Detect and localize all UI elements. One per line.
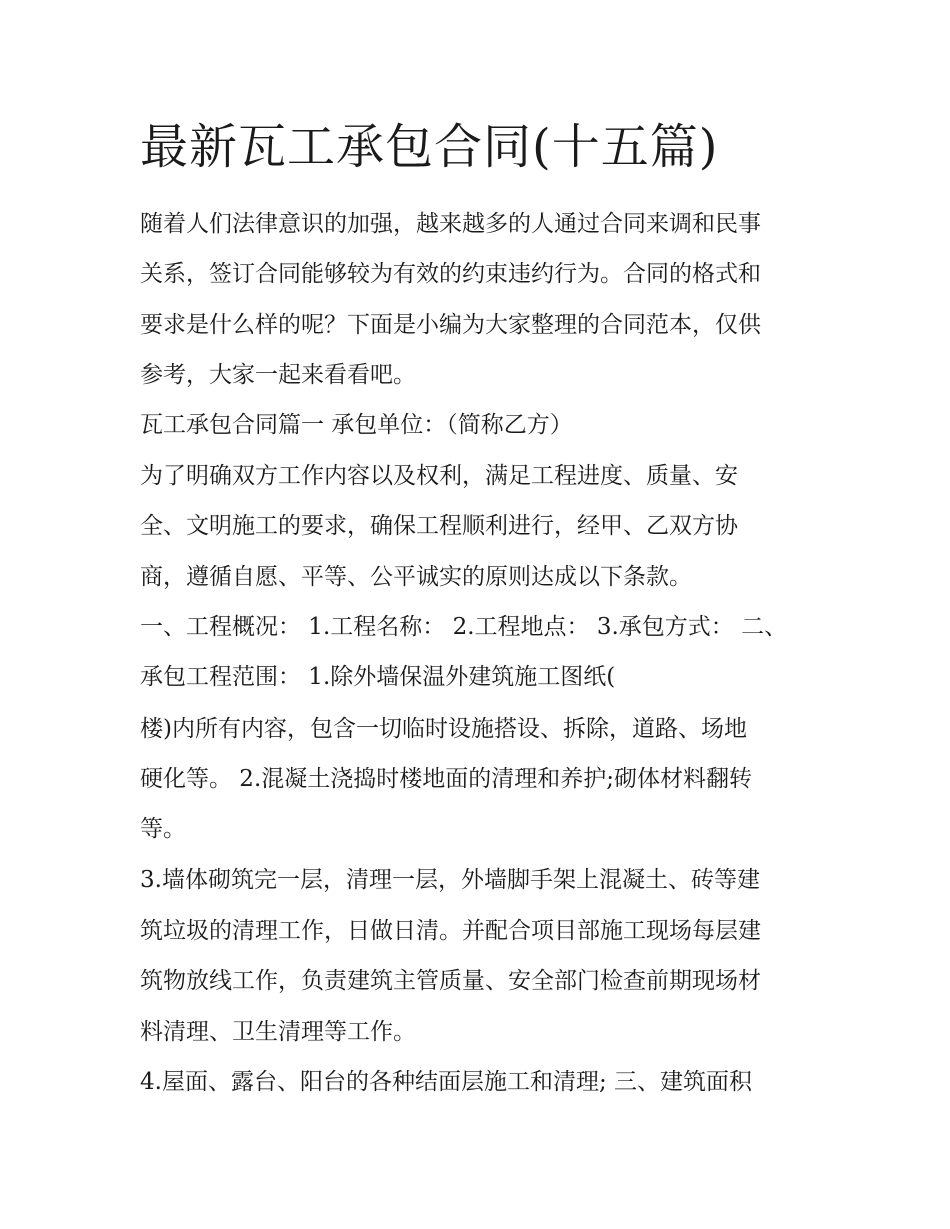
paragraph-line: 料清理、卫生清理等工作。 <box>140 1019 416 1045</box>
paragraph-line: 一、工程概况： 1.工程名称： 2.工程地点： 3.承包方式： 二、 <box>140 614 788 640</box>
paragraph-line: 承包工程范围： 1.除外墙保温外建筑施工图纸( <box>140 664 616 690</box>
paragraph-line: 随着人们法律意识的加强，越来越多的人通过合同来调和民事 <box>140 211 761 237</box>
paragraph-line: 瓦工承包合同篇一 承包单位：（简称乙方） <box>140 412 573 438</box>
paragraph-line: 要求是什么样的呢？下面是小编为大家整理的合同范本，仅供 <box>140 312 761 338</box>
paragraph-line: 筑垃圾的清理工作，日做日清。并配合项目部施工现场每层建 <box>140 918 761 944</box>
document-title: 最新瓦工承包合同(十五篇) <box>140 119 719 175</box>
paragraph-line: 全、文明施工的要求，确保工程顺利进行，经甲、乙双方协 <box>140 513 738 539</box>
paragraph-line: 等。 <box>140 816 186 842</box>
paragraph-line: 为了明确双方工作内容以及权利，满足工程进度、质量、安 <box>140 463 738 489</box>
paragraph-line: 筑物放线工作，负责建筑主管质量、安全部门检查前期现场材 <box>140 968 761 994</box>
paragraph-line: 3.墙体砌筑完一层，清理一层，外墙脚手架上混凝土、砖等建 <box>140 867 760 893</box>
paragraph-line: 关系，签订合同能够较为有效的约束违约行为。合同的格式和 <box>140 261 761 287</box>
paragraph-line: 参考，大家一起来看看吧。 <box>140 362 416 388</box>
paragraph-line: 楼)内所有内容，包含一切临时设施搭设、拆除，道路、场地 <box>140 716 747 742</box>
paragraph-line: 硬化等。 2.混凝土浇捣时楼地面的清理和养护;砌体材料翻转 <box>140 766 753 792</box>
paragraph-line: 商，遵循自愿、平等、公平诚实的原则达成以下条款。 <box>140 564 692 590</box>
paragraph-line: 4.屋面、露台、阳台的各种结面层施工和清理; 三、建筑面积 <box>140 1069 753 1095</box>
